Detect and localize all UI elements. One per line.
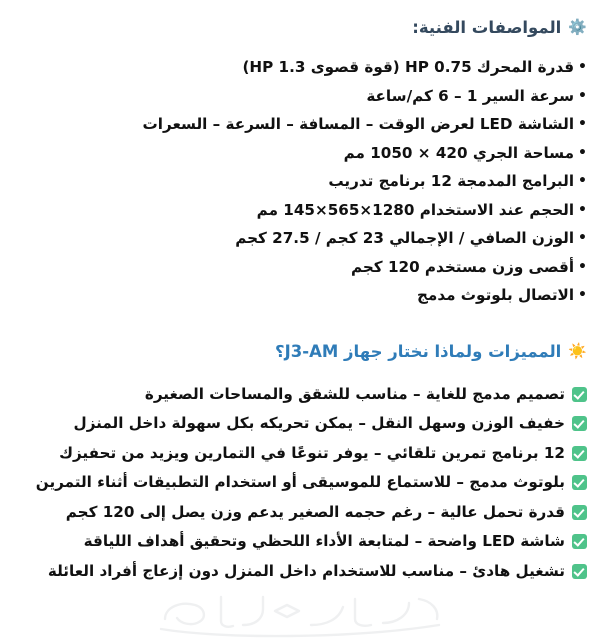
list-item [10,54,587,82]
check-mark-icon [572,416,587,431]
list-item [10,253,587,281]
feature-text: بلوتوث مدمج – للاستماع للموسيقى أو استخدام التطبيقات أثناء التمرين [35,473,565,492]
specs-list [10,38,587,310]
list-item [10,557,587,586]
list-item [10,168,587,196]
check-mark-icon [572,475,587,490]
spec-text: قدرة المحرك HP 0.75 (قوة قصوى HP 1.3) [242,58,575,77]
feature-text: قدرة تحمل عالية – رغم حجمه الصغير يدعم وزن يصل إلى 120 كجم [65,502,565,521]
bullet-icon: • [578,59,587,76]
list-item [10,527,587,556]
bullet-icon: • [578,116,587,133]
spec-text: أقصى وزن مستخدم 120 كجم [350,257,575,276]
bullet-icon: • [578,201,587,218]
list-item [10,282,587,310]
bullet-icon: • [578,258,587,275]
feature-text: 12 برنامج تمرين تلقائي – يوفر تنوعًا في التمارين ويزيد من تحفيزك [59,443,565,462]
site-watermark [151,585,451,641]
spec-text: مساحة الجري 420 × 1050 مم [343,143,575,162]
section-divider-space [10,310,587,336]
list-item [10,498,587,527]
sun-icon: ☀️ [568,342,587,361]
spec-text: سرعة السير 1 – 6 كم/ساعة [366,86,575,105]
spec-text: الحجم عند الاستخدام 1280×565×145 مم [256,200,575,219]
list-item [10,111,587,139]
bullet-icon: • [578,144,587,161]
list-item [10,196,587,224]
list-item [10,139,587,167]
check-mark-icon [572,387,587,402]
check-mark-icon [572,446,587,461]
bullet-icon: • [578,173,587,190]
spec-text: الشاشة LED لعرض الوقت – المسافة – السرعة – السعرات [142,115,575,134]
check-mark-icon [572,534,587,549]
specs-heading-label: المواصفات الفنية: [412,18,562,37]
bullet-icon: • [578,87,587,104]
check-mark-icon [572,505,587,520]
bullet-icon: • [578,287,587,304]
spec-text: الاتصال بلوتوث مدمج [416,286,575,305]
check-mark-icon [572,564,587,579]
specs-section-heading [10,0,587,38]
feature-text: خفيف الوزن وسهل النقل – يمكن تحريكه بكل سهولة داخل المنزل [73,414,565,433]
feature-text: تشغيل هادئ – مناسب للاستخدام داخل المنزل دون إزعاج أفراد العائلة [47,561,565,580]
list-item [10,468,587,497]
feature-text: شاشة LED واضحة – لمتابعة الأداء اللحظي وتحقيق أهداف اللياقة [83,532,565,551]
list-item [10,82,587,110]
bullet-icon: • [578,230,587,247]
spec-text: البرامج المدمجة 12 برنامج تدريب [328,172,575,191]
spec-text: الوزن الصافي / الإجمالي 23 كجم / 27.5 كجم [235,229,575,248]
feature-text: تصميم مدمج للغاية – مناسب للشقق والمساحات الصغيرة [144,384,565,403]
gear-icon: ⚙️ [568,18,587,37]
list-item [10,439,587,468]
features-section-heading [10,336,587,364]
list-item [10,380,587,409]
features-heading-label: المميزات ولماذا نختار جهاز J3-AM؟ [275,342,562,362]
features-list [10,364,587,586]
list-item [10,225,587,253]
list-item [10,409,587,438]
